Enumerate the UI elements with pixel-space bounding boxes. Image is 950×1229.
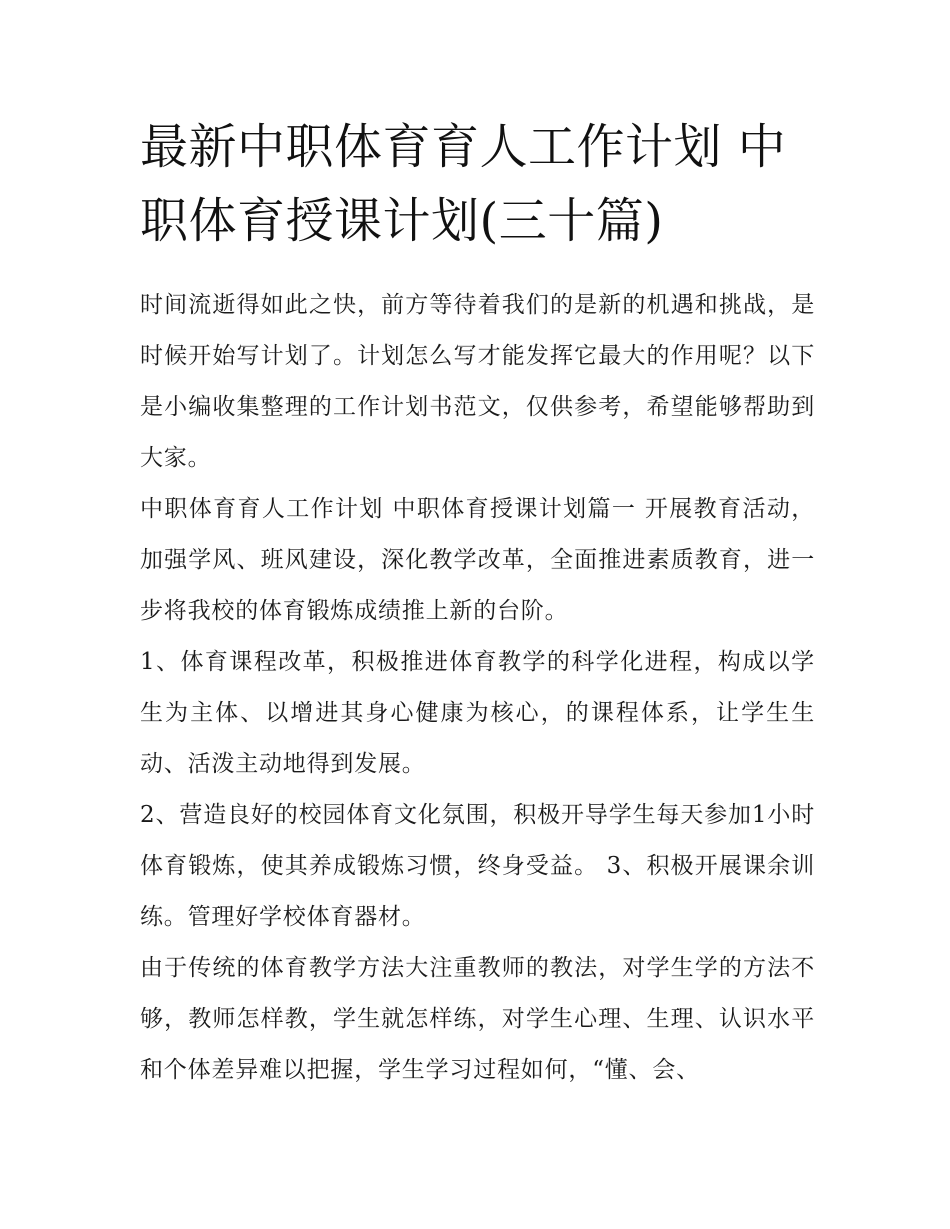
document-title: 最新中职体育育人工作计划 中职体育授课计划(三十篇): [140, 119, 787, 249]
document-content: [140, 110, 815, 1096]
paragraph-plan-one: 中职体育育人工作计划 中职体育授课计划篇一 开展教育活动，加强学风、班风建设，深化教学改革，全面推进素质教育，进一步将我校的体育锻炼成绩推上新的台阶。: [140, 496, 815, 624]
paragraph-item-1: 1、体育课程改革，积极推进体育教学的科学化进程，构成以学生为主体、以增进其身心健康为核心，的课程体系，让学生生动、活泼主动地得到发展。: [140, 649, 815, 777]
paragraph-teaching-methods: 由于传统的体育教学方法大注重教师的教法，对学生学的方法不够，教师怎样教，学生就怎样练，对学生心理、生理、认识水平和个体差异难以把握，学生学习过程如何，“懂、会、: [140, 955, 815, 1083]
paragraph-item-2-3: 2、营造良好的校园体育文化氛围，积极开导学生每天参加1小时体育锻炼，使其养成锻炼习惯，终身受益。 3、积极开展课余训练。管理好学校体育器材。: [140, 802, 815, 930]
paragraph-intro: 时间流逝得如此之快，前方等待着我们的是新的机遇和挑战，是时候开始写计划了。计划怎么写才能发挥它最大的作用呢？以下是小编收集整理的工作计划书范文，仅供参考，希望能够帮助到大家。: [140, 292, 815, 471]
